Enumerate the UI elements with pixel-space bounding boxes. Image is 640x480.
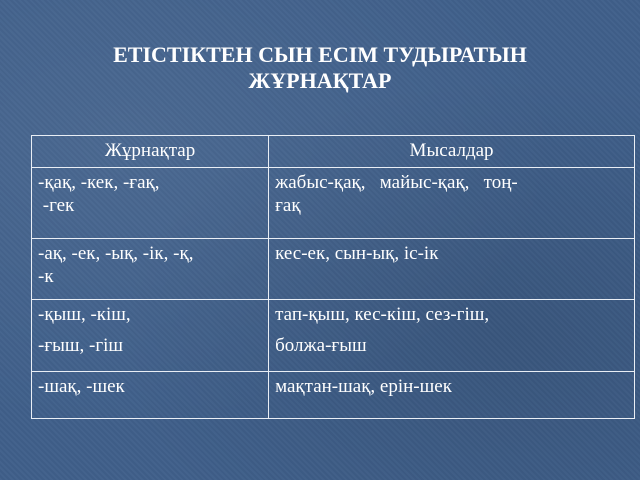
suffix-line: -қақ, -кек, -ғақ,: [38, 172, 160, 194]
suffix-line: -к: [38, 266, 54, 288]
example-cell: [269, 372, 635, 419]
suffix-line: -шақ, -шек: [38, 376, 125, 398]
suffix-cell: [32, 168, 269, 239]
suffix-line: -қыш, -кіш,: [38, 303, 131, 325]
suffix-line: -ғыш, -гіш: [38, 334, 124, 356]
example-line: тап-қыш, кес-кіш, сез-гіш,: [275, 303, 490, 325]
table-row: [32, 299, 635, 372]
table-row: [32, 372, 635, 419]
example-line: ғақ: [275, 195, 301, 217]
suffix-cell: [32, 299, 269, 372]
example-line: мақтан-шақ, ерін-шек: [275, 376, 452, 398]
suffix-table: [31, 135, 635, 419]
example-cell: [269, 239, 635, 300]
header-examples: Мысалдар: [269, 136, 635, 168]
example-line: кес-ек, сын-ық, іс-ік: [275, 243, 439, 265]
slide-title: [40, 42, 600, 94]
header-suffixes: Жұрнақтар: [32, 136, 269, 168]
suffix-cell: [32, 372, 269, 419]
example-line: жабыс-қақ, майыс-қақ, тоң-: [275, 172, 518, 194]
slide-title-line-1: ЕТІСТІКТЕН СЫН ЕСІМ ТУДЫРАТЫН: [113, 42, 527, 67]
example-cell: [269, 168, 635, 239]
slide-title-line-2: ЖҰРНАҚТАР: [248, 68, 392, 93]
suffix-cell: [32, 239, 269, 300]
example-cell: [269, 299, 635, 372]
example-line: болжа-ғыш: [275, 334, 367, 356]
table-header-row: [32, 136, 635, 168]
suffix-line: -гек: [38, 195, 75, 217]
table-row: [32, 168, 635, 239]
suffix-line: -ақ, -ек, -ық, -ік, -қ,: [38, 243, 194, 265]
table-row: [32, 239, 635, 300]
